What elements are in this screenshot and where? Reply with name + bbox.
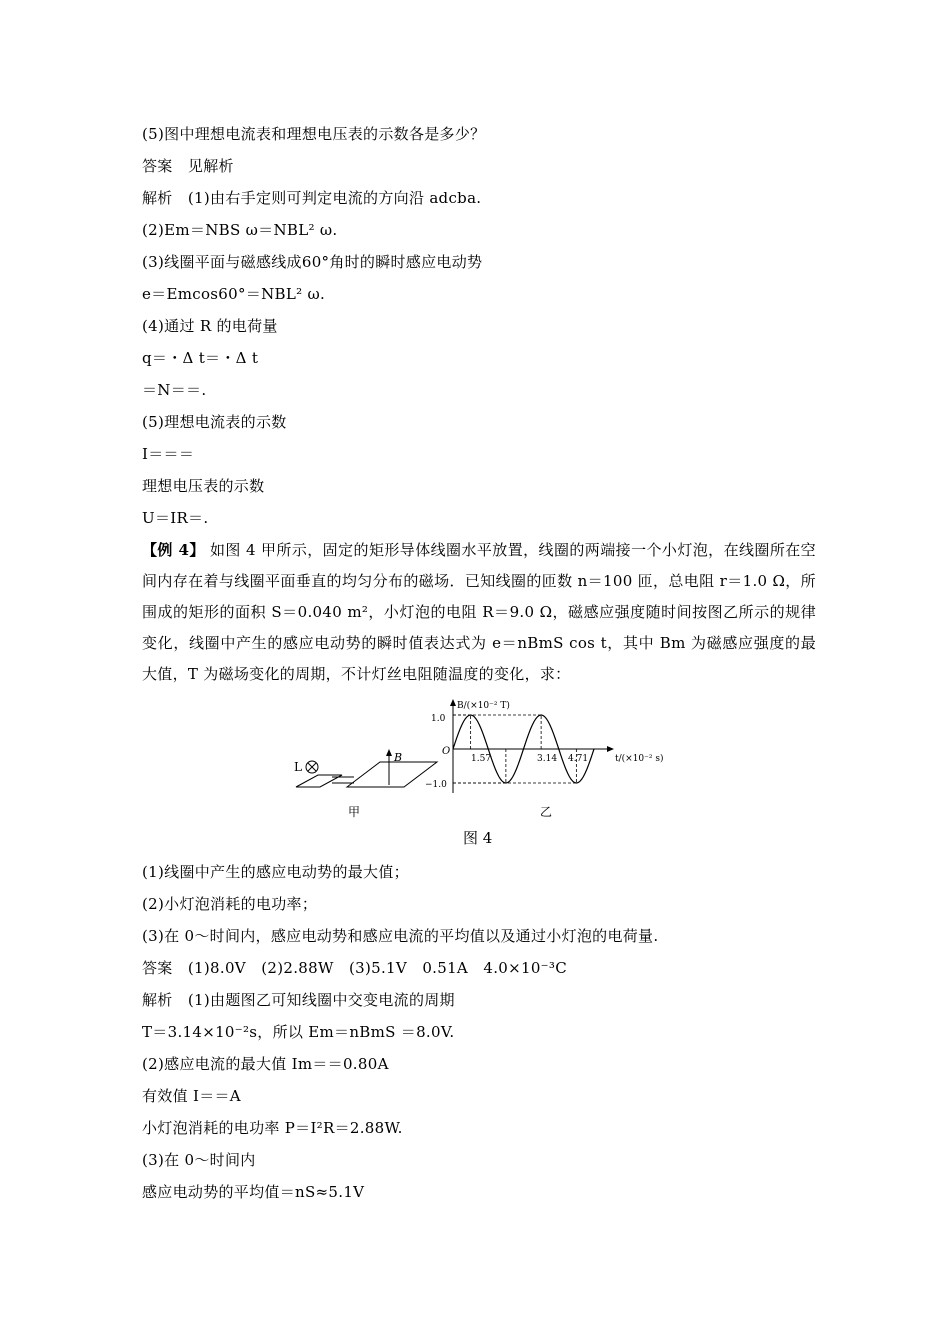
coil-rectangle <box>347 762 437 787</box>
text-line: 感应电动势的平均值＝nS≈5.1V <box>142 1183 365 1201</box>
label-yi: 乙 <box>540 805 553 819</box>
text-line: 理想电压表的示数 <box>142 477 265 495</box>
text-line: q＝・Δ t＝・Δ t <box>142 349 259 367</box>
text-line: (4)通过 R 的电荷量 <box>142 317 278 335</box>
text-line: 有效值 I＝＝A <box>142 1087 241 1105</box>
text-line: (1)线圈中产生的感应电动势的最大值； <box>142 863 409 881</box>
x-tick-label: 4.71 <box>568 754 589 764</box>
figure-4 <box>292 697 672 827</box>
text-line: I＝＝＝ <box>142 445 195 463</box>
origin-label: O <box>442 746 451 757</box>
text-line: (3)在 0～时间内 <box>142 1151 256 1169</box>
text-line: (5)图中理想电流表和理想电压表的示数各是多少？ <box>142 125 486 143</box>
example-text: 如图 4 甲所示，固定的矩形导体线圈水平放置，线圈的两端接一个小灯泡，在线圈所在空间内存在着与线圈平面垂直的均匀分布的磁场．已知线圈的匝数 n＝100 匝，总电阻 r＝1.0 Ω，所围成的矩形的面积 S＝0.040 m²，小灯泡的电阻 R＝9.0 Ω，磁感应强度随时间按图乙所示的规律变化，线圈中产生的感应电动势的瞬时值表达式为 e＝nBmS cos t，其中 Bm 为磁感应强度的最大值，T 为磁场变化的周期，不计灯丝电阻随温度的变化，求： <box>142 541 816 683</box>
label-jia: 甲 <box>348 805 361 819</box>
x-tick-label: 3.14 <box>537 754 558 764</box>
text-line: (3)线圈平面与磁感线成60°角时的瞬时感应电动势 <box>142 253 483 271</box>
x-axis-label: t/(×10⁻² s) <box>615 754 664 764</box>
text-line: (2)Em＝NBS ω＝NBL² ω. <box>142 221 338 239</box>
circuit-diagram <box>294 749 437 819</box>
figure-caption: 图 4 <box>463 829 493 847</box>
text-line: 答案 (1)8.0V (2)2.88W (3)5.1V 0.51A 4.0×10⁻³C <box>142 959 567 977</box>
field-label: B <box>394 751 403 764</box>
text-line: 答案 见解析 <box>142 157 234 175</box>
text-line: 解析 (1)由题图乙可知线圈中交变电流的周期 <box>142 991 455 1009</box>
text-line: 解析 (1)由右手定则可判定电流的方向沿 adcba. <box>142 189 482 207</box>
lamp-label: L <box>294 760 302 774</box>
text-line: 小灯泡消耗的电功率 P＝I²R＝2.88W. <box>142 1119 403 1137</box>
y-axis-label: B/(×10⁻² T) <box>457 701 510 711</box>
y-tick-label: 1.0 <box>431 714 446 724</box>
text-line: e＝Emcos60°＝NBL² ω. <box>142 285 326 303</box>
text-line: (5)理想电流表的示数 <box>142 413 287 431</box>
text-line: (2)小灯泡消耗的电功率； <box>142 895 318 913</box>
text-line: U＝IR＝. <box>142 509 209 527</box>
text-line: ＝N＝＝. <box>142 381 207 399</box>
y-tick-label: −1.0 <box>425 780 447 790</box>
example-tag: 【例 4】 <box>142 541 205 559</box>
example-paragraph <box>142 535 816 690</box>
text-line: (2)感应电流的最大值 Im＝＝0.80A <box>142 1055 389 1073</box>
text-line: (3)在 0～时间内，感应电动势和感应电流的平均值以及通过小灯泡的电荷量. <box>142 927 659 945</box>
bt-graph <box>425 699 664 819</box>
text-line: T＝3.14×10⁻²s，所以 Em＝nBmS ＝8.0V. <box>142 1023 455 1041</box>
x-tick-label: 1.57 <box>471 754 492 764</box>
